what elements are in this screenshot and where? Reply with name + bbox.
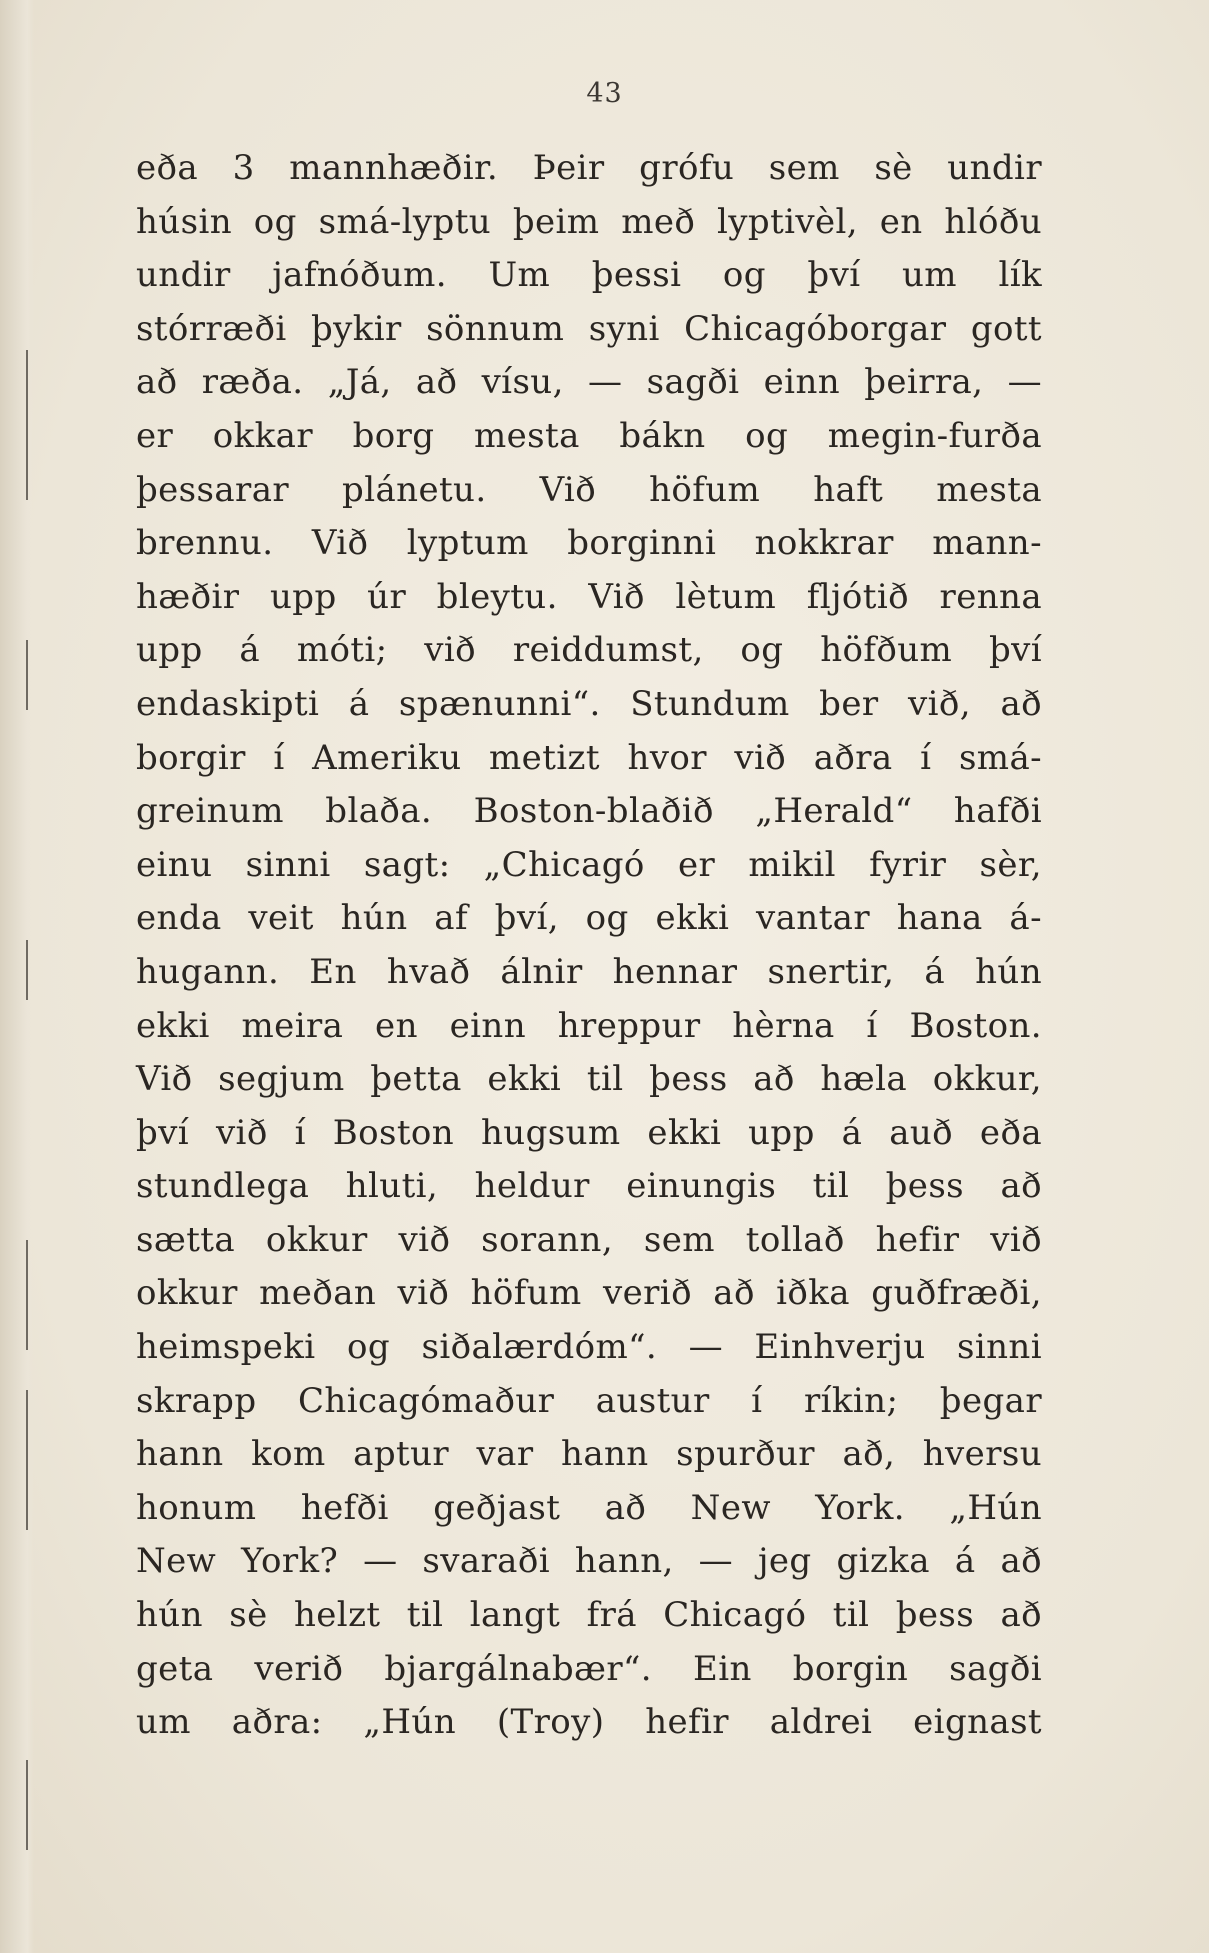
text-line: að ræða. „Já, að vísu, — sagði einn þeirra, — — [136, 362, 1042, 403]
text-line: um aðra: „Hún (Troy) hefir aldrei eignast — [136, 1702, 1042, 1743]
text-line: geta verið bjargálnabær“. Ein borgin sagði — [136, 1648, 1042, 1689]
text-line: þessarar plánetu. Við höfum haft mesta — [136, 469, 1042, 510]
text-line: hugann. En hvað álnir hennar snertir, á hún — [136, 951, 1042, 992]
text-line: upp á móti; við reiddumst, og höfðum því — [136, 630, 1042, 671]
text-line: hún sè helzt til langt frá Chicagó til þess að — [136, 1595, 1042, 1636]
text-line: húsin og smá-lyptu þeim með lyptivèl, en hlóðu — [136, 201, 1042, 242]
gutter-mark — [26, 1390, 28, 1530]
text-line: skrapp Chicagómaður austur í ríkin; þegar — [136, 1380, 1042, 1421]
text-line: greinum blaða. Boston-blaðið „Herald“ hafði — [136, 791, 1042, 832]
text-line: eða 3 mannhæðir. Þeir grófu sem sè undir — [136, 148, 1042, 188]
text-line: brennu. Við lyptum borginni nokkrar mann- — [136, 523, 1042, 564]
text-line: Við segjum þetta ekki til þess að hæla okkur, — [136, 1059, 1042, 1100]
text-line: borgir í Ameriku metizt hvor við aðra í smá- — [136, 737, 1042, 778]
text-line: hæðir upp úr bleytu. Við lètum fljótið renna — [136, 576, 1042, 617]
text-line: New York? — svaraði hann, — jeg gizka á að — [136, 1541, 1042, 1582]
text-line: sætta okkur við sorann, sem tollað hefir við — [136, 1219, 1042, 1260]
page-number: 43 — [586, 78, 623, 109]
text-line: er okkar borg mesta bákn og megin-furða — [136, 415, 1042, 456]
text-line: ekki meira en einn hreppur hèrna í Boston. — [136, 1005, 1042, 1046]
text-line: einu sinni sagt: „Chicagó er mikil fyrir sèr, — [136, 844, 1042, 885]
text-line: enda veit hún af því, og ekki vantar hana á- — [136, 898, 1042, 939]
gutter-mark — [26, 1760, 28, 1850]
text-line: því við í Boston hugsum ekki upp á auð eða — [136, 1112, 1042, 1153]
gutter-mark — [26, 940, 28, 1000]
text-line: hann kom aptur var hann spurður að, hversu — [136, 1434, 1042, 1475]
text-line: undir jafnóðum. Um þessi og því um lík — [136, 255, 1042, 296]
text-line: heimspeki og siðalærdóm“. — Einhverju sinni — [136, 1327, 1042, 1368]
text-line: stundlega hluti, heldur einungis til þess að — [136, 1166, 1042, 1207]
text-line: endaskipti á spænunni“. Stundum ber við, að — [136, 683, 1042, 724]
text-line: stórræði þykir sönnum syni Chicagóborgar gott — [136, 308, 1042, 349]
gutter-mark — [26, 640, 28, 710]
text-line: okkur meðan við höfum verið að iðka guðfræði, — [136, 1273, 1042, 1314]
body-text — [136, 142, 1042, 1750]
page-gutter-edge — [0, 0, 34, 1953]
gutter-mark — [26, 1240, 28, 1350]
text-line: honum hefði geðjast að New York. „Hún — [136, 1487, 1042, 1528]
gutter-mark — [26, 350, 28, 500]
